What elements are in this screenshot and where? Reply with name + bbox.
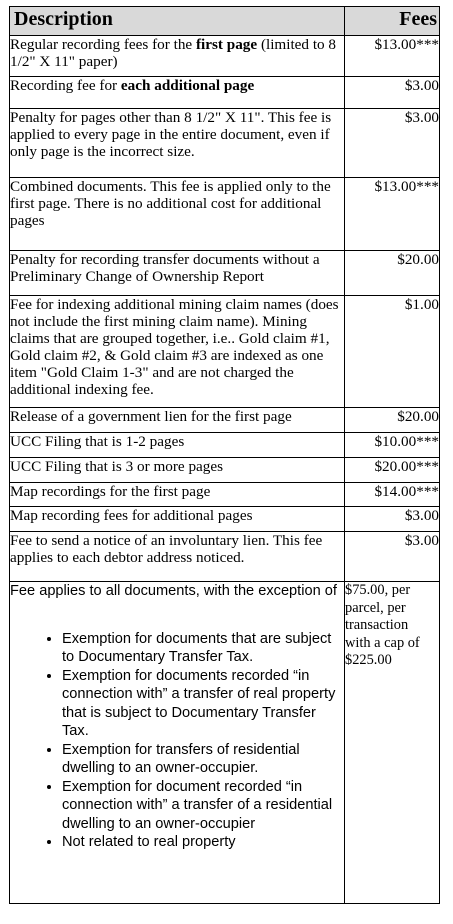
table-row [10,77,440,109]
list-item: • Exemption for transfers of residential dwelling to an owner-occupier. [62,741,344,778]
bold-text: first page [195,36,258,53]
row-description: Penalty for pages other than 8 1/2" X 11". This fee is applied to every page in the entire document, even if only page is the incorrect size. [10,109,345,178]
fees-header: Fees [345,7,440,36]
row-description: Map recordings for the first page [10,483,345,507]
row-description: Recording fee for each additional page [10,77,345,109]
row-description [10,582,345,904]
row-description: Fee for indexing additional mining claim names (does not include the first mining claim name). Mining claims that are grouped together, i.e.. Gold claim #1, Gold claim #2, & Gold claim #3 are indexed as one item "Gold Claim 1-3" and are not charged the additional indexing fee. [10,296,345,408]
table-row [10,408,440,433]
row-fee: $20.00 [345,408,440,433]
table-row [10,483,440,507]
row-description: Combined documents. This fee is applied only to the first page. There is no additional cost for additional pages [10,178,345,251]
row-description: Regular recording fees for the first page (limited to 8 1/2" X 11" paper) [10,36,345,77]
row-fee: $3.00 [345,507,440,532]
table-row [10,36,440,77]
row-fee: $3.00 [345,109,440,178]
fee-line: $225.00 [345,652,392,669]
table-row [10,433,440,458]
row-description: UCC Filing that is 1-2 pages [10,433,345,458]
list-item: • Exemption for documents that are subject to Documentary Transfer Tax. [62,630,344,667]
exemption-list [10,630,344,852]
row-fee: $10.00*** [345,433,440,458]
list-item: • Not related to real property [62,833,344,852]
table-row [10,582,440,904]
row-description: UCC Filing that is 3 or more pages [10,458,345,483]
table-row [10,251,440,296]
table-row [10,109,440,178]
bold-text: each additional page [120,77,255,94]
row-fee: $20.00*** [345,458,440,483]
description-header: Description [10,7,345,36]
row-fee [345,582,440,904]
fee-line: with a cap of [345,634,420,651]
row-fee: $14.00*** [345,483,440,507]
row-fee: $3.00 [345,532,440,582]
row-fee: $20.00 [345,251,440,296]
table-row [10,507,440,532]
table-row [10,458,440,483]
header-row [10,7,440,36]
table-row [10,532,440,582]
row-description: Map recording fees for additional pages [10,507,345,532]
fee-line: parcel, per [345,599,406,616]
row-description: Release of a government lien for the first page [10,408,345,433]
row-description: Fee to send a notice of an involuntary lien. This fee applies to each debtor address noticed. [10,532,345,582]
fee-schedule-table [9,6,440,904]
table-row [10,296,440,408]
fee-line: $75.00, per [345,582,411,598]
fee-line: transaction [345,617,409,634]
row-fee: $1.00 [345,296,440,408]
exception-intro: Fee applies to all documents, with the exception of [10,583,337,599]
row-fee: $13.00*** [345,178,440,251]
row-description: Penalty for recording transfer documents without a Preliminary Change of Ownership Report [10,251,345,296]
list-item: • Exemption for document recorded “in connection with” a transfer of a residential dwelling to an owner-occupier [62,778,344,834]
list-item: • Exemption for documents recorded “in connection with” a transfer of real property that is subject to Documentary Transfer Tax. [62,667,344,741]
row-fee: $3.00 [345,77,440,109]
table-row [10,178,440,251]
row-fee: $13.00*** [345,36,440,77]
